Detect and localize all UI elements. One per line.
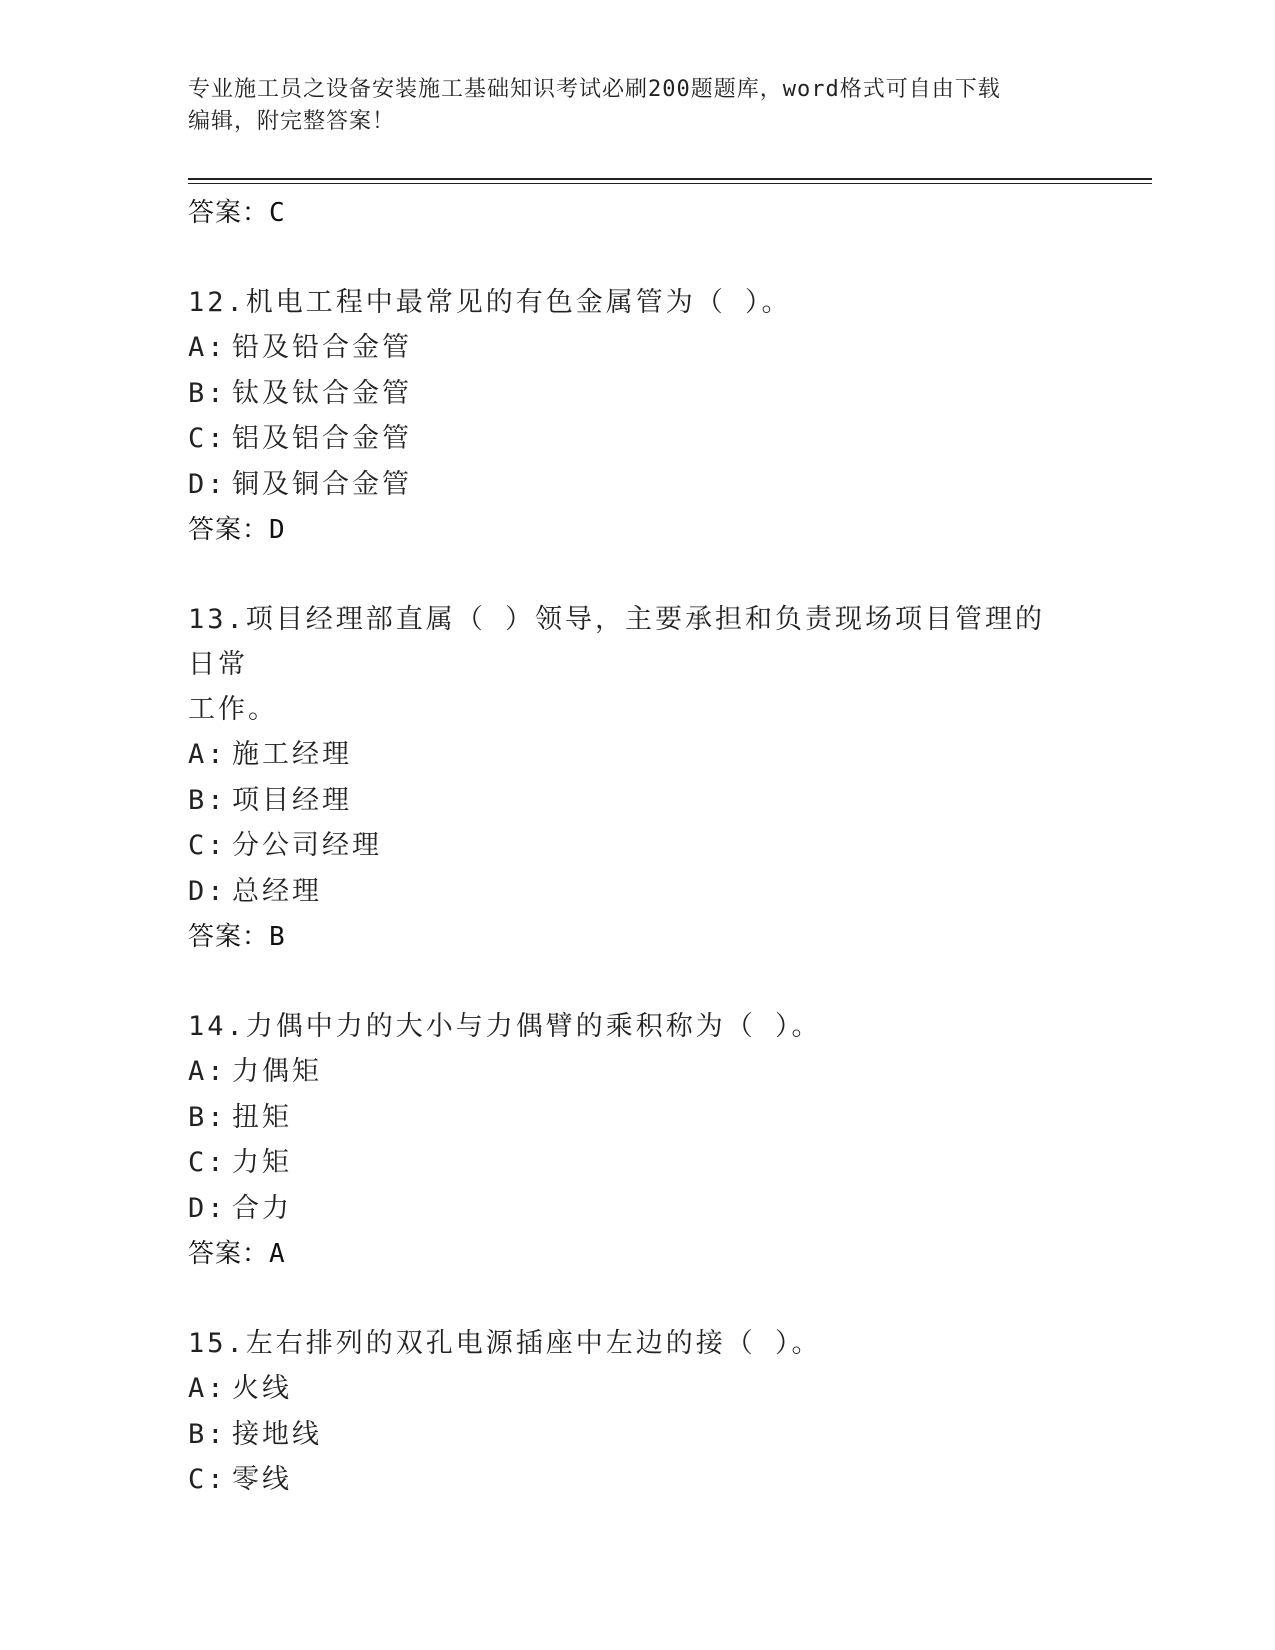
option-text: 零线 [232,1464,292,1495]
option-key: B: [188,377,227,409]
option-key: A: [188,1056,227,1087]
question-text: 15.左右排列的双孔电源插座中左边的接（ ）。 [188,1328,822,1359]
spacer [188,1277,1068,1321]
spacer [188,960,1068,1004]
option-text: 扭矩 [232,1101,292,1133]
option-text: 钛及钛合金管 [232,377,412,409]
option-text: 合力 [232,1192,292,1224]
option-b [188,1412,1068,1458]
option-a [188,1049,1068,1095]
option-text: 接地线 [232,1418,322,1450]
question-block [188,1321,1068,1503]
option-key: B: [188,784,227,816]
header-title-line-1: 专业施工员之设备安装施工基础知识考试必刷200题题库，word格式可自由下载 [188,77,1001,102]
option-key: C: [188,1147,227,1178]
option-key: A: [188,332,227,363]
option-key: C: [188,423,227,454]
question-block [188,280,1068,553]
option-key: D: [188,875,227,907]
option-d [188,462,1068,508]
option-text: 铅及铅合金管 [232,332,412,363]
spacer [188,236,1068,280]
option-text: 分公司经理 [232,830,382,861]
option-b [188,1095,1068,1141]
option-text: 铝及铝合金管 [232,423,412,454]
answer-line [188,914,1068,960]
answer-value: B [269,922,286,952]
question-block [188,597,1068,960]
option-d [188,869,1068,915]
option-c [188,1140,1068,1186]
option-key: D: [188,1192,227,1224]
option-c [188,416,1068,462]
option-key: A: [188,1373,227,1404]
document-header [188,74,1068,138]
option-text: 力偶矩 [232,1056,322,1087]
option-text: 施工经理 [232,739,352,770]
answer-value: D [269,515,286,545]
question-text-continued: 工作。 [188,694,278,725]
option-text: 铜及铜合金管 [232,468,412,500]
option-text: 项目经理 [232,784,352,816]
option-c [188,823,1068,869]
option-text: 总经理 [232,875,322,907]
question-text: 12.机电工程中最常见的有色金属管为（ ）。 [188,287,792,318]
header-title-line-2: 编辑，附完整答案！ [188,109,396,134]
option-text: 火线 [232,1373,292,1404]
option-key: A: [188,739,227,770]
option-d [188,1186,1068,1232]
answer-label: 答案： [188,1239,270,1269]
option-a [188,1366,1068,1412]
option-key: B: [188,1101,227,1133]
answer-line [188,507,1068,553]
option-key: B: [188,1418,227,1450]
header-divider-thick [188,178,1152,180]
answer-line [188,190,1068,236]
answer-label: 答案： [188,922,270,952]
answer-value: A [269,1239,286,1269]
option-key: C: [188,1464,227,1495]
spacer [188,553,1068,597]
option-key: C: [188,830,227,861]
question-list [188,190,1068,1503]
answer-value: C [269,198,286,228]
question-text: 14.力偶中力的大小与力偶臂的乘积称为（ ）。 [188,1011,822,1042]
question-text: 13.项目经理部直属（ ）领导，主要承担和负责现场项目管理的日常 [188,604,1046,680]
option-b [188,778,1068,824]
option-text: 力矩 [232,1147,292,1178]
answer-label: 答案： [188,515,270,545]
header-divider-thin [188,183,1152,184]
option-c [188,1457,1068,1503]
option-b [188,371,1068,417]
option-key: D: [188,468,227,500]
answer-line [188,1231,1068,1277]
option-a [188,325,1068,371]
option-a [188,732,1068,778]
question-block [188,1004,1068,1277]
answer-label: 答案： [188,198,270,228]
